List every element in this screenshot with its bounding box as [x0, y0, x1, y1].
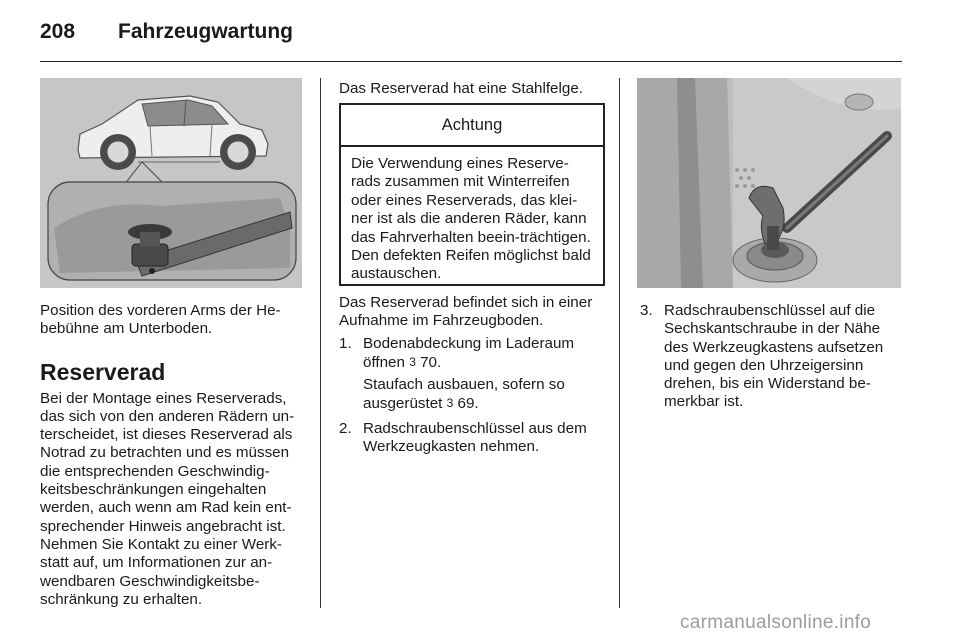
step-text: Radschraubenschlüssel aus dem Werkzeugkasten nehmen.: [363, 419, 587, 456]
wrench-figure: [637, 78, 901, 288]
notice-title: Achtung: [341, 105, 603, 147]
list-item: [640, 302, 902, 412]
section-title: Reserverad: [40, 358, 166, 385]
step-sub-reference: 69.: [457, 395, 479, 413]
column-separator-left: [320, 78, 321, 608]
column-2-body: [339, 294, 607, 462]
steps-list: [339, 335, 607, 457]
figure-caption: Position des vorderen Arms der He-bebühne am Unterboden.: [40, 302, 281, 338]
list-item: [339, 420, 607, 457]
column-3: [640, 302, 902, 418]
steps-list-continued: [640, 302, 902, 412]
step-text: Radschraubenschlüssel auf die Sechskantschraube in der Nähe des Werkzeugkastens aufsetzen und gegen den Uhrzeigersinn drehen, bis ein Widerstand be-merkbar ist.: [664, 302, 884, 411]
list-item: [339, 335, 607, 414]
column-separator-right: [619, 78, 620, 608]
location-text: Das Reserverad befindet sich in einer Aufnahme im Fahrzeugboden.: [339, 294, 593, 330]
step-subtext-line: [363, 376, 607, 414]
step-number: 2.: [339, 419, 352, 437]
page-number: 208: [40, 20, 76, 43]
column-2-intro: [339, 80, 607, 98]
step-subtext: Staufach ausbauen, sofern so ausgerüstet: [363, 376, 565, 413]
step-reference: 70.: [420, 353, 442, 371]
header-rule: [40, 61, 902, 62]
intro-text: Das Reserverad hat eine Stahlfelge.: [339, 80, 583, 97]
page-reference-icon: 3: [409, 354, 416, 369]
section-body: Bei der Montage eines Reserverads, das sich von den anderen Rädern un-terscheidet, ist dieses Reserverad als Notrad zu betrachten und es müssen die entsprechenden Geschwindig-keitsbeschränkungen eingehalten werden, auch wenn am Rad kein ent-sprechender Hinweis angebracht ist. Nehmen Sie Kontakt zu einer Werk-statt auf, um Informationen zur an-wendbaren Geschwindigkeitsbe-schränkung zu erhalten.: [40, 389, 295, 608]
notice-text: Die Verwendung eines Reserve-rads zusammen mit Winterreifen oder eines Reserverads, das klei-ner ist als die anderen Räder, kann das Fahrverhalten beein-trächtigen. Den defekten Reifen möglichst bald austauschen.: [351, 155, 591, 283]
car-lift-figure: [40, 78, 302, 288]
step-number: 3.: [640, 302, 653, 319]
warning-notice: [339, 103, 605, 286]
step-number: 1.: [339, 334, 352, 352]
watermark: carmanualsonline.info: [680, 612, 872, 633]
page-reference-icon: 3: [446, 396, 454, 411]
step-text: Bodenabdeckung im Laderaum öffnen: [363, 334, 575, 371]
page-header: [40, 20, 902, 56]
column-1: [40, 302, 304, 609]
chapter-title: Fahrzeugwartung: [118, 20, 294, 43]
